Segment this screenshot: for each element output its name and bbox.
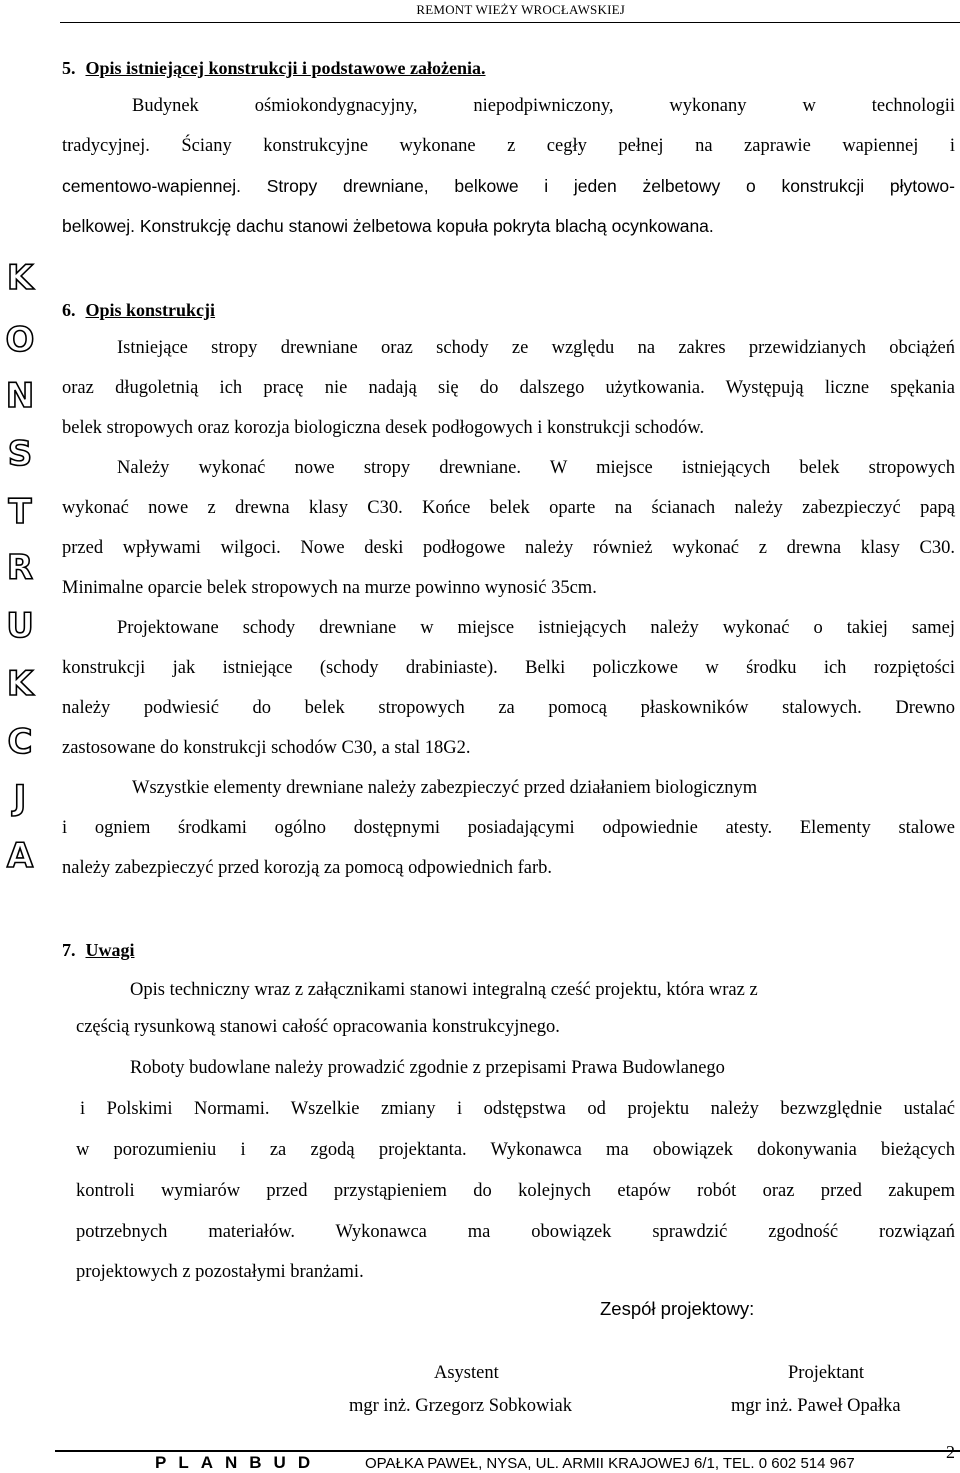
paragraph-line: zastosowane do konstrukcji schodów C30, a stal 18G2. <box>62 738 471 758</box>
sidebar-letter: A <box>6 836 34 876</box>
designer-name: mgr inż. Paweł Opałka <box>731 1396 901 1416</box>
footer-address: OPAŁKA PAWEŁ, NYSA, UL. ARMII KRAJOWEJ 6/1, TEL. 0 602 514 967 <box>365 1455 855 1472</box>
sidebar-letter: S <box>7 434 33 474</box>
section-title: Opis istniejącej konstrukcji i podstawowe założenia. <box>85 58 486 78</box>
paragraph-line: Należy wykonać nowe stropy drewniane. W miejsce istniejących belek stropowych <box>117 458 955 478</box>
paragraph-line: i Polskimi Normami. Wszelkie zmiany i odstępstwa od projektu należy bezwzględnie ustalać <box>80 1099 955 1119</box>
paragraph-line: i ogniem środkami ogólno dostępnymi posiadającymi odpowiednie atesty. Elementy stalowe <box>62 818 955 838</box>
paragraph-line: cementowo-wapiennej. Stropy drewniane, belkowe i jeden żelbetowy o konstrukcji płytowo- <box>62 176 955 196</box>
paragraph-line: kontroli wymiarów przed przystąpieniem do kolejnych etapów robót oraz przed zakupem <box>76 1181 955 1201</box>
paragraph-line: należy podwiesić do belek stropowych za pomocą płaskowników stalowych. Drewno <box>62 698 955 718</box>
paragraph-line: Projektowane schody drewniane w miejsce istniejących należy wykonać o takiej samej <box>117 618 955 638</box>
section-number: 5. <box>62 58 76 78</box>
assistant-name: mgr inż. Grzegorz Sobkowiak <box>349 1396 572 1416</box>
paragraph-line: potrzebnych materiałów. Wykonawca ma obowiązek sprawdzić zgodność rozwiązań <box>76 1222 955 1242</box>
sidebar-letter: R <box>6 548 34 588</box>
designer-role: Projektant <box>788 1363 865 1383</box>
paragraph-line: Istniejące stropy drewniane oraz schody ze względu na zakres przewidzianych obciążeń <box>117 338 955 358</box>
section-6-heading <box>62 300 215 321</box>
paragraph-line: przed wpływami wilgoci. Nowe deski podłogowe należy również wykonać z drewna klasy C30. <box>62 538 955 558</box>
footer-brand: PLANBUD <box>155 1453 323 1472</box>
paragraph-line: belkowej. Konstrukcję dachu stanowi żelbetowa kopuła pokryta blachą ocynkowana. <box>62 216 714 236</box>
section-title: Uwagi <box>85 940 135 960</box>
sidebar-letter: K <box>6 258 34 298</box>
section-title: Opis konstrukcji <box>85 300 216 320</box>
paragraph-line: Opis techniczny wraz z załącznikami stanowi integralną cześć projektu, która wraz z <box>130 980 758 1000</box>
paragraph-line: belek stropowych oraz korozja biologiczna desek podłogowych i konstrukcji schodów. <box>62 418 705 438</box>
paragraph-line: konstrukcji jak istniejące (schody drabiniaste). Belki policzkowe w środku ich rozpiętości <box>62 658 955 678</box>
paragraph-line: oraz długoletnią ich pracę nie nadają się do dalszego użytkowania. Występują liczne spękania <box>62 378 955 398</box>
assistant-role: Asystent <box>434 1363 499 1383</box>
paragraph-line: w porozumieniu i za zgodą projektanta. Wykonawca ma obowiązek dokonywania bieżących <box>76 1140 955 1160</box>
sidebar-letter: O <box>5 320 35 360</box>
paragraph-line: należy zabezpieczyć przed korozją za pomocą odpowiednich farb. <box>62 858 552 878</box>
section-5-heading <box>62 58 486 79</box>
sidebar-letter: J <box>13 778 27 818</box>
page-footer <box>55 1442 960 1472</box>
page-number: 2 <box>946 1442 955 1462</box>
paragraph-line: Minimalne oparcie belek stropowych na murze powinno wynosić 35cm. <box>62 578 597 598</box>
paragraph-line: tradycyjnej. Ściany konstrukcyjne wykonane z cegły pełnej na zaprawie wapiennej i <box>62 136 955 156</box>
paragraph-line: częścią rysunkową stanowi całość opracowania konstrukcyjnego. <box>76 1017 560 1037</box>
paragraph-line: Budynek ośmiokondygnacyjny, niepodpiwniczony, wykonany w technologii <box>132 96 955 116</box>
header-title: REMONT WIEŻY WROCŁAWSKIEJ <box>416 2 625 17</box>
paragraph-line: Wszystkie elementy drewniane należy zabezpieczyć przed działaniem biologicznym <box>132 778 758 798</box>
paragraph-line: wykonać nowe z drewna klasy C30. Końce belek oparte na ścianach należy zabezpieczyć papą <box>62 498 955 518</box>
paragraph-line: Roboty budowlane należy prowadzić zgodnie z przepisami Prawa Budowlanego <box>130 1058 725 1078</box>
sidebar-letter: T <box>8 492 32 532</box>
sidebar-letter: C <box>7 722 33 762</box>
section-number: 7. <box>62 940 76 960</box>
section-7-heading <box>62 940 135 961</box>
section-number: 6. <box>62 300 76 320</box>
sidebar-letter: K <box>6 664 34 704</box>
team-label: Zespół projektowy: <box>600 1298 755 1319</box>
sidebar-letter: U <box>6 606 34 646</box>
sidebar-vertical-word <box>0 258 40 888</box>
page-header <box>60 0 960 23</box>
sidebar-letter: N <box>5 376 35 416</box>
paragraph-line: projektowych z pozostałymi branżami. <box>76 1262 364 1282</box>
